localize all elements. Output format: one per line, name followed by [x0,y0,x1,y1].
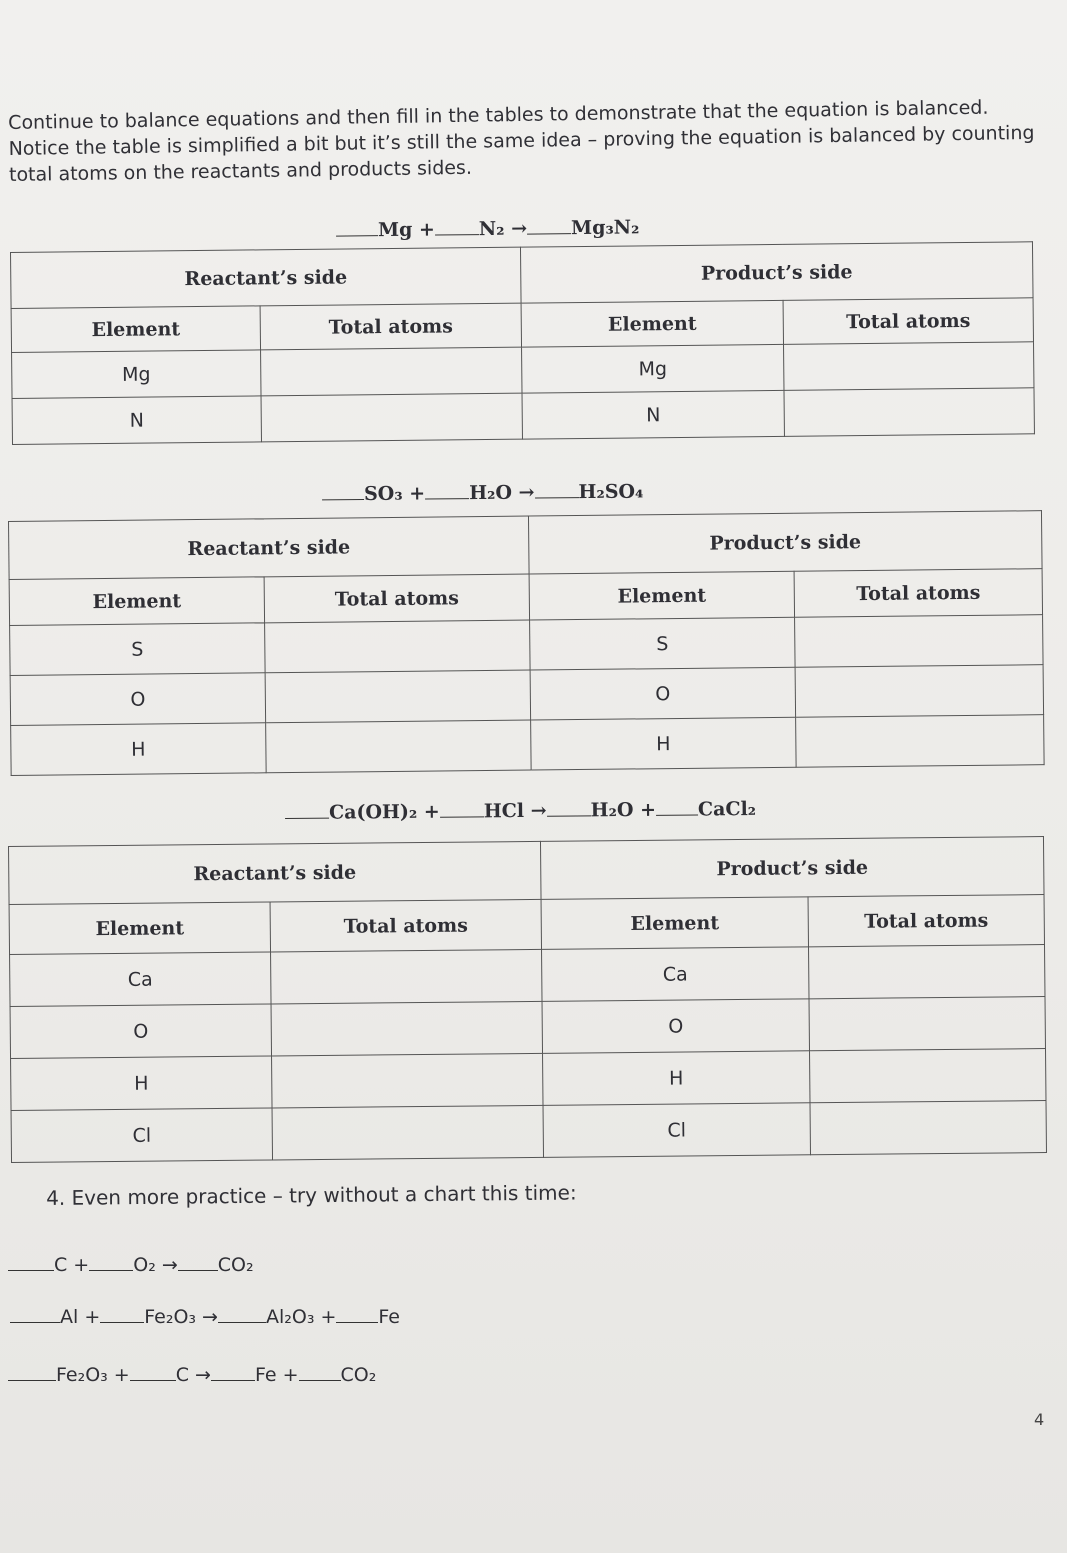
coefficient-blank[interactable] [285,800,329,819]
coefficient-blank[interactable] [435,216,479,235]
equation-term: O₂ → [133,1254,178,1276]
equation-term: CO₂ [217,1254,254,1276]
element-cell: S [10,623,266,676]
coefficient-blank[interactable] [656,796,698,815]
total-atoms-header: Total atoms [264,574,529,623]
coefficient-blank[interactable] [89,1252,133,1271]
coefficient-blank[interactable] [299,1362,341,1381]
reactants-header: Reactant’s side [9,516,530,579]
total-atoms-cell[interactable] [272,1053,543,1108]
element-cell: Mg [522,344,784,393]
total-atoms-cell[interactable] [796,715,1045,768]
equation-term: CO₂ [340,1364,377,1386]
total-atoms-cell[interactable] [261,347,522,396]
practice-equation-3 [8,1362,376,1386]
practice-equation-1 [8,1252,254,1276]
instructions-paragraph: Continue to balance equations and then fill in the tables to demonstrate that the equation is balanced. Notice the table is simplified a bit but it’s still the same idea – proving the equation is balanced by counting total atoms on the reactants and products sides. [8,96,1035,186]
equation-term: H₂O + [590,798,657,822]
products-header: Product’s side [540,837,1044,900]
total-atoms-cell[interactable] [261,393,522,442]
coefficient-blank[interactable] [322,481,364,500]
total-atoms-cell[interactable] [810,1101,1046,1155]
equation-term: Al₂O₃ + [265,1306,337,1328]
equation-term: Fe + [254,1364,299,1386]
products-header: Product’s side [528,511,1042,574]
total-atoms-cell[interactable] [271,1001,542,1056]
equation-term: Fe [378,1306,401,1328]
element-header: Element [521,300,783,347]
element-cell: S [530,617,796,670]
reactants-header: Reactant’s side [11,247,522,308]
practice-heading: 4. Even more practice – try without a chart this time: [46,1180,577,1210]
total-atoms-cell[interactable] [795,665,1044,718]
total-atoms-header: Total atoms [270,899,541,952]
coefficient-blank[interactable] [527,215,571,234]
element-cell: O [10,673,266,726]
coefficient-blank[interactable] [218,1304,266,1323]
equation-term: C → [175,1364,211,1386]
total-atoms-cell[interactable] [266,720,532,773]
coefficient-blank[interactable] [100,1304,144,1323]
equation-term: HCl → [483,799,547,823]
balance-table-2 [8,510,1045,776]
total-atoms-header: Total atoms [808,895,1044,947]
equation-term: Fe₂O₃ + [56,1364,130,1386]
coefficient-blank[interactable] [440,798,484,817]
element-cell: H [11,723,267,776]
equation-3 [285,796,756,824]
element-cell: Cl [11,1108,272,1163]
equation-term: Mg₃N₂ [570,216,640,240]
page-number: 4 [1034,1410,1045,1429]
equation-2 [322,479,644,506]
element-cell: O [530,667,796,720]
total-atoms-cell[interactable] [784,342,1034,391]
total-atoms-cell[interactable] [784,388,1034,437]
element-header: Element [9,902,270,955]
element-header: Element [9,577,264,626]
element-header: Element [11,306,260,353]
total-atoms-cell[interactable] [809,997,1045,1051]
element-header: Element [541,897,808,950]
element-cell: N [12,396,261,445]
coefficient-blank[interactable] [534,479,578,498]
products-header: Product’s side [520,242,1033,303]
equation-term: N₂ → [478,217,528,241]
element-cell: O [542,999,809,1054]
equation-term: SO₃ + [363,482,426,506]
equation-term: Mg + [377,218,435,242]
equation-term: H₂O → [469,481,535,505]
element-cell: O [10,1004,271,1059]
coefficient-blank[interactable] [10,1304,60,1323]
coefficient-blank[interactable] [211,1362,255,1381]
balance-table-3 [8,836,1047,1163]
total-atoms-cell[interactable] [795,615,1044,668]
coefficient-blank[interactable] [336,1304,378,1323]
total-atoms-header: Total atoms [260,303,521,350]
element-cell: Ca [542,947,809,1002]
coefficient-blank[interactable] [8,1362,56,1381]
practice-equation-2 [10,1304,400,1328]
total-atoms-cell[interactable] [809,945,1045,999]
total-atoms-header: Total atoms [783,298,1033,345]
equation-term: Ca(OH)₂ + [328,800,440,824]
total-atoms-cell[interactable] [271,949,542,1004]
balance-table-1 [10,241,1035,445]
total-atoms-header: Total atoms [794,569,1042,618]
total-atoms-cell[interactable] [272,1105,543,1160]
coefficient-blank[interactable] [178,1252,218,1271]
equation-term: Al + [60,1306,101,1328]
element-cell: H [531,717,797,770]
reactants-header: Reactant’s side [9,841,542,904]
coefficient-blank[interactable] [336,217,378,236]
coefficient-blank[interactable] [425,480,469,499]
equation-1 [336,214,640,241]
element-header: Element [529,571,794,620]
equation-term: C + [54,1254,90,1276]
equation-term: Fe₂O₃ → [144,1306,218,1328]
element-cell: N [522,390,784,439]
total-atoms-cell[interactable] [265,670,531,723]
element-cell: Mg [12,350,261,399]
element-cell: Ca [10,952,271,1007]
element-cell: H [543,1051,810,1106]
coefficient-blank[interactable] [547,797,591,816]
total-atoms-cell[interactable] [810,1049,1046,1103]
element-cell: Cl [543,1103,810,1158]
total-atoms-cell[interactable] [265,620,531,673]
element-cell: H [11,1056,272,1111]
equation-term: H₂SO₄ [578,480,644,504]
coefficient-blank[interactable] [8,1252,54,1271]
equation-term: CaCl₂ [697,797,757,821]
coefficient-blank[interactable] [130,1362,176,1381]
